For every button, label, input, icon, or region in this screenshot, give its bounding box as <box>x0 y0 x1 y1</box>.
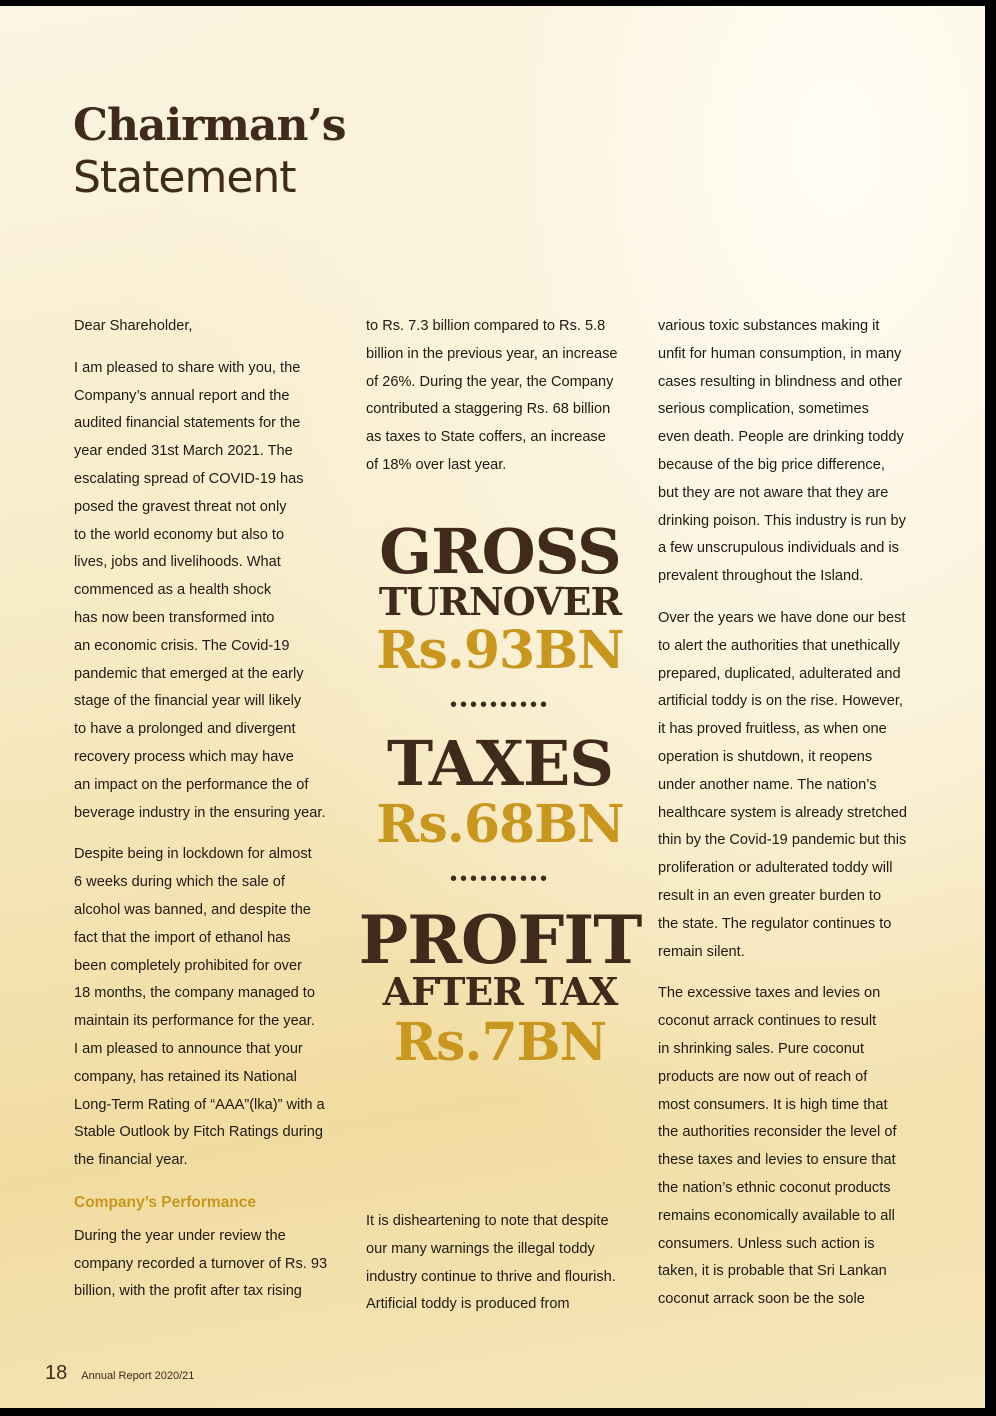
page-title <box>73 100 346 203</box>
paragraph: The excessive taxes and levies on coconut arrack continues to result in shrinking sales. Pure coconut products are now out of reach of most consumers. It is high time that the authorities reconsider the level of these taxes and levies to ensure that the nation’s ethnic coconut products remains economically available to all consumers. Unless such action is taken, it is probable that Sri Lankan coconut arrack soon be the sole <box>658 985 897 1308</box>
profit-value: Rs.7BN <box>393 1012 607 1073</box>
title-line1: Chairman’s <box>73 100 346 151</box>
section-heading: Company’s Performance <box>74 1193 257 1211</box>
gross-label: GROSS <box>379 515 621 588</box>
text-column-2-bottom <box>366 1208 641 1333</box>
footer-text: Annual Report 2020/21 <box>81 1370 195 1382</box>
paragraph: I am pleased to share with you, the Company’s annual report and the audited financial statements for the year ended 31st March 2021. The escalating spread of COVID-19 has posed the gravest threat not only to the world economy but also to lives, jobs and livelihoods. What commenced as a health shock has now been transformed into an economic crisis. The Covid-19 pandemic that emerged at the early stage of the financial year will likely to have a prolonged and divergent recovery process which may have an impact on the performance the of beverage industry in the ensuring year. <box>74 359 326 821</box>
report-page <box>0 6 985 1408</box>
turnover-value: Rs.93BN <box>376 620 624 681</box>
salutation: Dear Shareholder, <box>74 318 193 334</box>
key-figures <box>355 515 645 1073</box>
profit-label: PROFIT <box>358 901 642 979</box>
taxes-value: Rs.68BN <box>376 794 624 855</box>
page-footer <box>45 1362 194 1385</box>
page-number: 18 <box>45 1362 68 1384</box>
paragraph: During the year under review the company recorded a turnover of Rs. 93 billion, with the profit after tax rising <box>74 1227 328 1300</box>
paragraph: various toxic substances making it unfit for human consumption, in many cases resulting in blindness and other serious complication, sometimes even death. People are drinking toddy because of the big price difference, but they are not aware that they are drinking poison. This industry is run by a few unscrupulous individuals and is prevalent throughout the Island. <box>658 318 906 585</box>
taxes-label: TAXES <box>387 727 613 800</box>
separator-dots: •••••••••• <box>449 868 551 890</box>
text-column-3 <box>658 313 933 1328</box>
title-line2: Statement <box>73 152 296 203</box>
after-tax-label: AFTER TAX <box>382 969 618 1014</box>
page-edge <box>985 0 996 1416</box>
turnover-label: TURNOVER <box>378 579 622 624</box>
paragraph: Despite being in lockdown for almost 6 weeks during which the sale of alcohol was banned, and despite the fact that the import of ethanol has been completely prohibited for over 18 months, the company managed to maintain its performance for the year. I am pleased to announce that your company, has retained its National Long-Term Rating of “AAA”(lka)” with a Stable Outlook by Fitch Ratings during the financial year. <box>74 846 325 1169</box>
text-column-1 <box>74 313 354 1320</box>
separator-dots: •••••••••• <box>449 694 551 716</box>
paragraph: to Rs. 7.3 billion compared to Rs. 5.8 billion in the previous year, an increase of 26%. During the year, the Company contributed a staggering Rs. 68 billion as taxes to State coffers, an increase of 18% over last year. <box>366 318 618 473</box>
paragraph: It is disheartening to note that despite our many warnings the illegal toddy industry continue to thrive and flourish. Artificial toddy is produced from <box>366 1213 616 1313</box>
paragraph: Over the years we have done our best to alert the authorities that unethically prepared, duplicated, adulterated and artificial toddy is on the rise. However, it has proved fruitless, as when one operation is shutdown, it reopens under another name. The nation’s healthcare system is already stretched thin by the Covid-19 pandemic but this proliferation or adulterated toddy will result in an even greater burden to the state. The regulator continues to remain silent. <box>658 609 908 960</box>
text-column-2-top <box>366 313 641 494</box>
